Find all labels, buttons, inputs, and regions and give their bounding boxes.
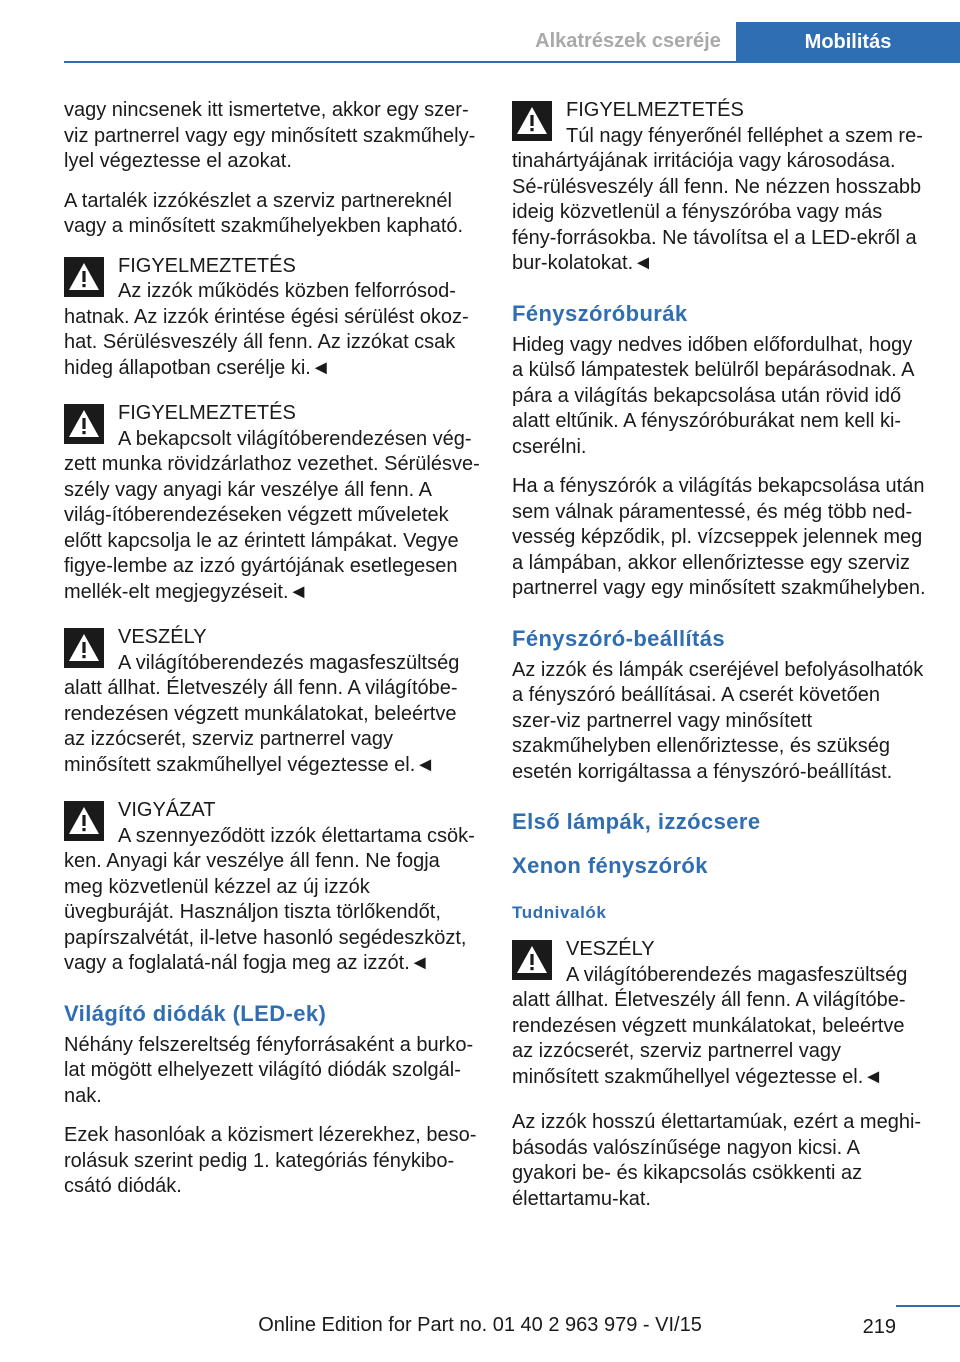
paragraph: Az izzók és lámpák cseréjével befolyásolhatók a fényszóró beállításai. A cserét követően szer-viz partnerrel vagy minősített szakműhelyben ellenőriztesse, és szükség esetén korrigáltassa a fényszóró-beállítást.	[512, 658, 924, 783]
warning-title: FIGYELMEZTETÉS	[118, 402, 296, 424]
page-number-rule	[896, 1305, 960, 1307]
warning-triangle-icon	[512, 940, 552, 980]
warning-block	[64, 254, 480, 382]
warning-block	[64, 401, 480, 605]
header-chapter-tab: Mobilitás	[736, 22, 960, 62]
paragraph: vagy nincsenek itt ismertetve, akkor egy szer-viz partnerrel vagy egy minősített szakműhely-lyel végeztesse el azokat.	[64, 99, 476, 172]
header-section-title: Alkatrészek cseréje	[535, 30, 721, 52]
warning-triangle-icon	[64, 257, 104, 297]
danger-block	[64, 625, 480, 778]
section-heading-headlight-adjustment: Fényszóró-beállítás	[512, 625, 725, 651]
section-heading-headlight-covers: Fényszóróburák	[512, 300, 688, 326]
paragraph: Ezek hasonlóak a közismert lézerekhez, beso-rolásuk szerint pedig 1. kategóriás fénykibo-csátó diódák.	[64, 1124, 477, 1197]
warning-triangle-icon	[512, 101, 552, 141]
left-column	[64, 98, 480, 1214]
header-rule	[64, 61, 960, 63]
danger-block	[512, 937, 928, 1090]
warning-text: Az izzók működés közben felforrósod-hatnak. Az izzók érintése égési sérülést okoz-hat. Sérülésveszély áll fenn. Az izzókat csak hideg állapotban cserélje ki.◄	[64, 280, 469, 379]
caution-title: VIGYÁZAT	[118, 799, 216, 821]
section-heading-xenon: Xenon fényszórók	[512, 853, 708, 878]
right-column	[512, 98, 928, 1226]
warning-title: FIGYELMEZTETÉS	[566, 99, 744, 121]
warning-block	[512, 98, 928, 277]
footer-edition: Online Edition for Part no. 01 40 2 963 979 - VI/15	[258, 1314, 702, 1336]
warning-triangle-icon	[64, 801, 104, 841]
paragraph: A tartalék izzókészlet a szerviz partnereknél vagy a minősített szakműhelyekben kapható.	[64, 189, 464, 237]
paragraph: Néhány felszereltség fényforrásaként a burko-lat mögött elhelyezett világító diódák szolgál-nak.	[64, 1033, 474, 1107]
warning-text: A bekapcsolt világítóberendezésen vég-zett munka rövidzárlathoz vezethet. Sérülésve-szély vagy anyagi kár veszélye áll fenn. A világ-ítóberendezéseken végzett műveletek előtt kapcsolja le az érintett lámpákat. Vegye figye-lembe az izzó gyártójának esetlegesen mellék-elt megjegyzéseit.◄	[64, 427, 480, 603]
paragraph: Ha a fényszórók a világítás bekapcsolása után sem válnak páramentessé, és még több ned-vesség képződik, pl. vízcseppek jelennek meg a lámpában, akkor ellenőriztesse egy szerviz partnerrel vagy egy minősített szakműhelyben.	[512, 475, 926, 599]
caution-text: A szennyeződött izzók élettartama csök-ken. Anyagi kár veszélye áll fenn. Ne fogja meg közvetlenül kézzel az új izzók üvegburáját. Használjon tiszta törlőkendőt, papírszalvétát, il-letve hasonló segédeszközt, vagy a foglalatá-nál fogja meg az izzót.◄	[64, 824, 475, 974]
warning-title: FIGYELMEZTETÉS	[118, 254, 296, 277]
paragraph: Az izzók hosszú élettartamúak, ezért a meghi-básodás valószínűsége nagyon kicsi. A gyakori be- és kikapcsolás csökkenti az élettartamu-kat.	[512, 1111, 922, 1210]
warning-triangle-icon	[64, 628, 104, 668]
section-heading-front-lamps: Első lámpák, izzócsere	[512, 809, 761, 834]
danger-title: VESZÉLY	[566, 938, 655, 960]
page-number: 219	[862, 1316, 896, 1338]
danger-text: A világítóberendezés magasfeszültség alatt állhat. Életveszély áll fenn. A világítóbe-rendezésen végzett munkálatokat, beleértve az izzócserét, szerviz partnerrel vagy minősített szakműhellyel végeztesse el.◄	[512, 963, 908, 1088]
caution-block	[64, 798, 480, 977]
warning-triangle-icon	[64, 404, 104, 444]
subheading-notes: Tudnivalók	[512, 903, 607, 922]
danger-text: A világítóberendezés magasfeszültség alatt állhat. Életveszély áll fenn. A világítóbe-rendezésen végzett munkálatokat, beleértve az izzócserét, szerviz partnerrel vagy minősített szakműhellyel végeztesse el.◄	[64, 651, 460, 776]
section-heading-led: Világító diódák (LED-ek)	[64, 1000, 327, 1026]
warning-text: Túl nagy fényerőnél felléphet a szem re-tinahártyájának irritációja vagy károsodása. Sé-rülésveszély áll fenn. Ne nézzen hosszabb ideig közvetlenül a fényszóróba vagy más fény-forrásokba. Ne távolítsa el a LED-ekről a bur-kolatokat.◄	[512, 124, 923, 274]
paragraph: Hideg vagy nedves időben előfordulhat, hogy a külső lámpatestek belülről bepárásodnak. A pára a világítás bekapcsolása után rövid idő alatt eltűnik. A fényszóróburákat nem kell ki-cserélni.	[512, 333, 914, 458]
danger-title: VESZÉLY	[118, 626, 207, 648]
